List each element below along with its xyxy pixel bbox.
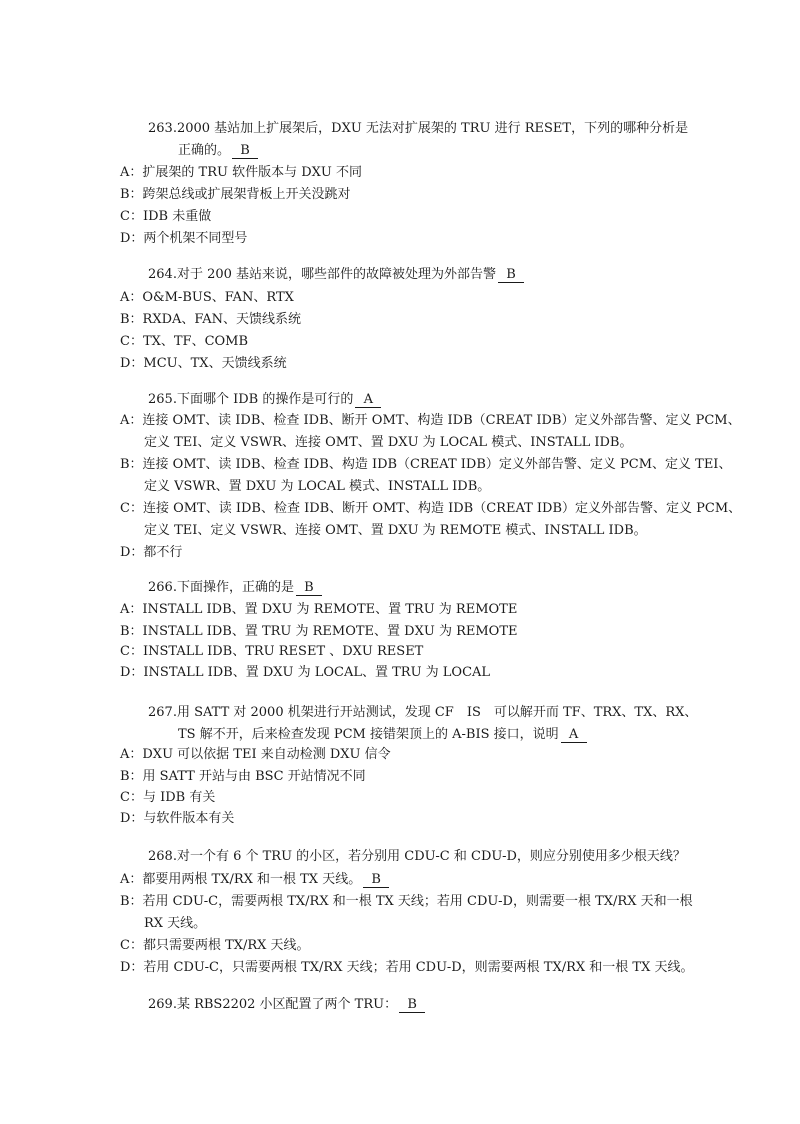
option-c: C：INSTALL IDB、TRU RESET 、DXU RESET (120, 644, 424, 659)
stem-line: 265.下面哪个 IDB 的操作是可行的 (148, 392, 354, 407)
option-d: D：都不行 (120, 545, 183, 560)
stem-line: 266.下面操作，正确的是 (148, 580, 294, 595)
answer-blank: B (363, 872, 389, 888)
question-266-stem (148, 577, 322, 599)
option-a: A：DXU 可以依据 TEI 来自动检测 DXU 信令 (120, 747, 391, 762)
option-c: C：与 IDB 有关 (120, 790, 216, 805)
stem-line: 269.某 RBS2202 小区配置了两个 TRU： (148, 997, 398, 1012)
option-a: A：O&M-BUS、FAN、RTX (120, 290, 294, 305)
option-b: B：若用 CDU-C，需要两根 TX/RX 和一根 TX 天线；若用 CDU-D，则需要一根 TX/RX 天和一根 RX 天线。 (120, 894, 693, 931)
option-d: D：MCU、TX、天馈线系统 (120, 356, 287, 371)
option-c: C：IDB 未重做 (120, 209, 212, 224)
option-d: D：若用 CDU-C，只需要两根 TX/RX 天线；若用 CDU-D，则需要两根 TX/RX 和一根 TX 天线。 (120, 960, 694, 975)
option-a: A：扩展架的 TRU 软件版本与 DXU 不同 (120, 165, 362, 180)
option-b: B：跨架总线或扩展架背板上开关没跳对 (120, 187, 351, 202)
question-265-stem (148, 389, 381, 411)
question-268-stem (148, 846, 686, 868)
option-d: D：INSTALL IDB、置 DXU 为 LOCAL、置 TRU 为 LOCAL (120, 665, 491, 680)
question-263-stem (148, 118, 688, 162)
stem-line: TS 解不开，后来检查发现 PCM 接错架顶上的 A-BIS 接口，说明 (178, 727, 559, 742)
option-b: B：用 SATT 开站与由 BSC 开站情况不同 (120, 769, 366, 784)
answer-blank: B (232, 143, 258, 159)
option-d: D：两个机架不同型号 (120, 231, 248, 246)
stem-line: 正确的。 (178, 143, 231, 158)
option-b: B：连接 OMT、读 IDB、检查 IDB、构造 IDB（CREAT IDB）定义外部告警、定义 PCM、定义 TEI、 定义 VSWR、置 DXU 为 LOCAL 模式、INSTALL IDB。 (120, 457, 732, 494)
question-267-stem (148, 702, 697, 746)
option-c: C：都只需要两根 TX/RX 天线。 (120, 938, 310, 953)
answer-blank: A (355, 392, 381, 408)
answer-blank: A (561, 727, 587, 743)
option-a: A：INSTALL IDB、置 DXU 为 REMOTE、置 TRU 为 REMOTE (120, 602, 518, 617)
question-264-stem (148, 264, 524, 286)
stem-line: 263.2000 基站加上扩展架后，DXU 无法对扩展架的 TRU 进行 RESET，下列的哪种分析是 (148, 121, 689, 136)
option-d: D：与软件版本有关 (120, 811, 235, 826)
answer-blank: B (399, 997, 425, 1013)
option-a: A：都要用两根 TX/RX 和一根 TX 天线。 B (120, 869, 389, 891)
stem-line: 264.对于 200 基站来说，哪些部件的故障被处理为外部告警 (148, 267, 497, 282)
option-a: A：连接 OMT、读 IDB、检查 IDB、断开 OMT、构造 IDB（CREAT IDB）定义外部告警、定义 PCM、 定义 TEI、定义 VSWR、连接 OMT、置 DXU 为 LOCAL 模式、INSTALL IDB。 (120, 413, 741, 450)
option-c: C：TX、TF、COMB (120, 334, 249, 349)
option-c: C：连接 OMT、读 IDB、检查 IDB、断开 OMT、构造 IDB（CREAT IDB）定义外部告警、定义 PCM、 定义 TEI、定义 VSWR、连接 OMT、置 DXU 为 REMOTE 模式、INSTALL IDB。 (120, 501, 742, 538)
answer-blank: B (498, 267, 524, 283)
stem-line: 268.对一个有 6 个 TRU 的小区，若分别用 CDU-C 和 CDU-D，则应分别使用多少根天线？ (148, 849, 686, 864)
stem-line: 267.用 SATT 对 2000 机架进行开站测试，发现 CF IS 可以解开而 TF、TRX、TX、RX、 (148, 705, 698, 720)
option-b: B：RXDA、FAN、天馈线系统 (120, 312, 302, 327)
option-b: B：INSTALL IDB、置 TRU 为 REMOTE、置 DXU 为 REMOTE (120, 624, 518, 639)
answer-blank: B (296, 580, 322, 596)
question-269-stem (148, 994, 425, 1016)
